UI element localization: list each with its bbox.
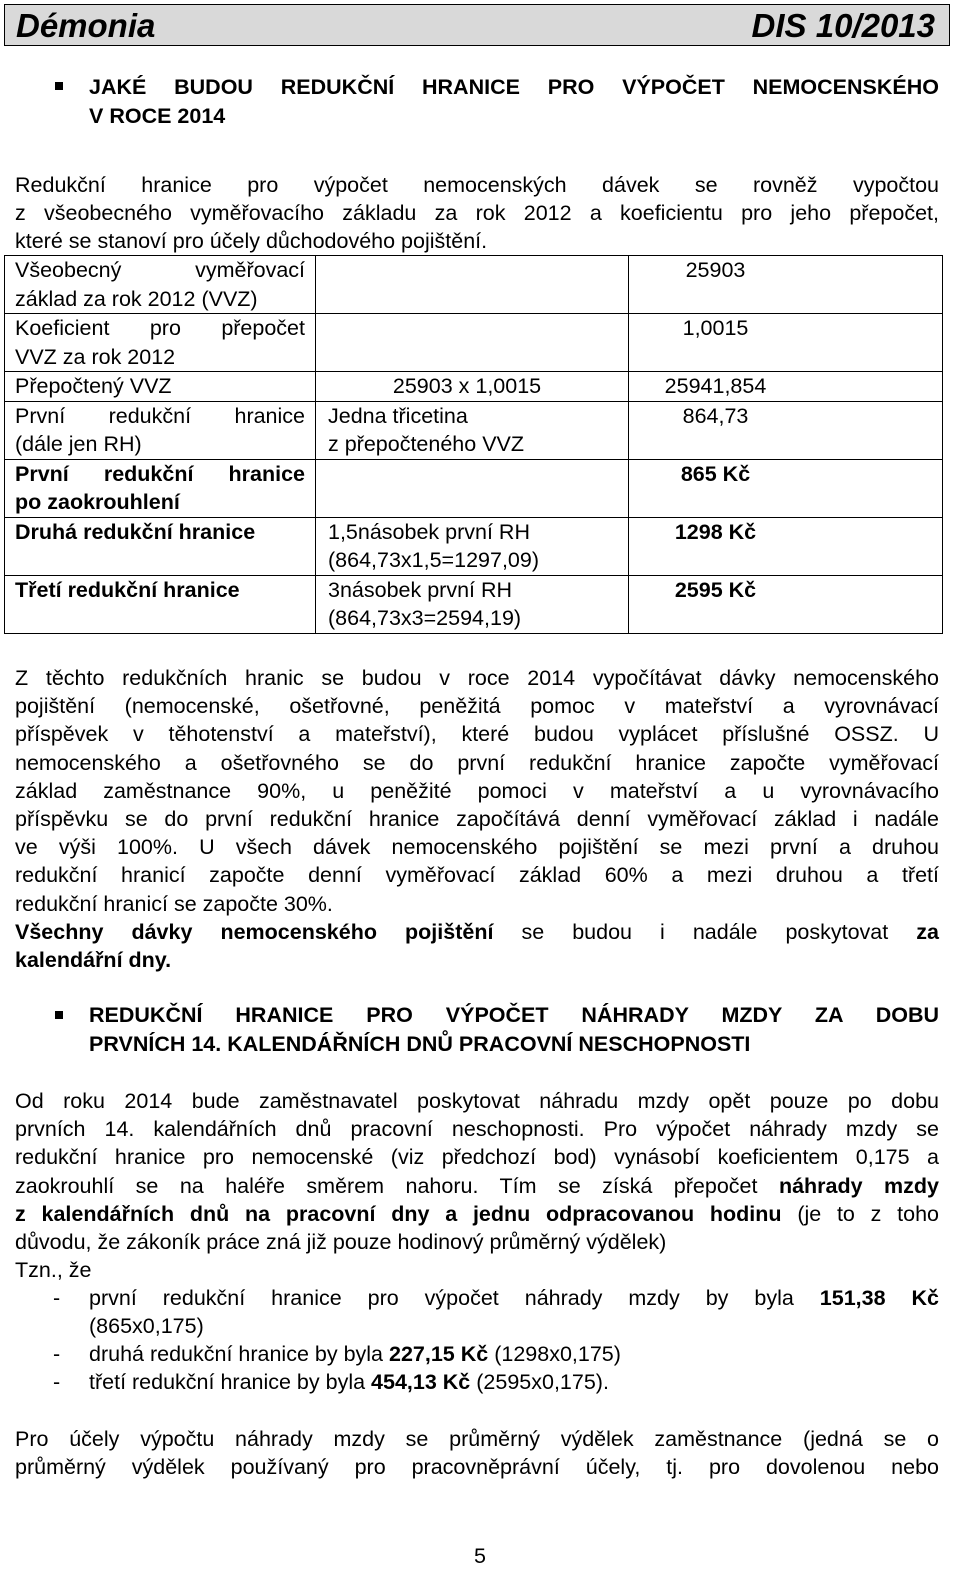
heading-line: PRVNÍCH 14. KALENDÁŘNÍCH DNŮ PRACOVNÍ NESCHOPNOSTI — [89, 1031, 751, 1056]
cell-text: 3násobek první RH — [328, 577, 513, 602]
text-line: redukční hranicí se započte 30%. — [15, 891, 333, 916]
cell-value: 1298 Kč — [629, 517, 943, 575]
bold-text: 151,38 Kč — [819, 1286, 939, 1310]
text-line: základ zaměstnance 90%, u peněžité pomoci v mateřství a u vyrovnávacího — [15, 778, 939, 803]
cell-text: (864,73x3=2594,19) — [328, 606, 522, 630]
cell-value: 1,0015 — [629, 314, 943, 372]
page-number: 5 — [474, 1544, 486, 1568]
section-heading-2 — [89, 1001, 939, 1058]
table-row — [5, 575, 943, 633]
text-run: první redukční hranice pro výpočet náhrady mzdy by byla — [89, 1286, 794, 1310]
cell-text: Přepočtený VVZ — [5, 372, 316, 402]
benefits-paragraph — [15, 664, 939, 974]
text-line: Od roku 2014 bude zaměstnavatel poskytovat náhradu mzdy opět pouze po dobu — [15, 1089, 939, 1113]
text-run: druhá redukční hranice by byla — [89, 1342, 384, 1366]
page-header — [4, 4, 950, 46]
header-title: Démonia — [16, 7, 156, 44]
cell-value: 864,73 — [629, 401, 943, 459]
text-line: z všeobecného vyměřovacího základu za rok 2012 a koeficientu pro jeho přepočet, — [15, 201, 939, 226]
text-line: kalendářní dny. — [15, 948, 172, 973]
dash-marker: - — [53, 1342, 61, 1366]
text-line: které se stanoví pro účely důchodového pojištění. — [15, 229, 488, 254]
cell-text: (864,73x1,5=1297,09) — [328, 548, 539, 572]
text-run: (2595x0,175). — [476, 1370, 609, 1394]
text-line: redukční hranicí započte denní vyměřovací základ 60% a mezi druhou a třetí — [15, 863, 939, 888]
cell-value: 2595 Kč — [629, 575, 943, 633]
section-heading-1 — [89, 73, 939, 130]
text-line: důvodu, že zákoník práce zná již pouze hodinový průměrný výdělek) — [15, 1230, 667, 1255]
wage-compensation-paragraph — [15, 1087, 939, 1284]
cell-text: po zaokrouhlení — [15, 490, 180, 514]
cell-value: 865 Kč — [629, 459, 943, 517]
text-line — [15, 1200, 939, 1228]
text-line: Pro účely výpočtu náhrady mzdy se průměrný výdělek zaměstnance (jedná se o — [15, 1427, 939, 1451]
cell-text: 25903 x 1,0015 — [316, 372, 629, 402]
cell-text: VVZ za rok 2012 — [15, 344, 176, 369]
text-run: zaokrouhlí se na haléře směrem nahoru. Tím se získá přepočet — [15, 1173, 758, 1198]
text-run: (je to z toho — [797, 1201, 939, 1226]
text-line: redukční hranice pro nemocenské (viz předchozí bod) vynásobí koeficientem 0,175 a — [15, 1145, 939, 1170]
header-issue: DIS 10/2013 — [751, 7, 935, 44]
text-line: ve výši 100%. U všech dávek nemocenského pojištění se mezi první a druhou — [15, 835, 939, 860]
table-row — [5, 314, 943, 372]
cell-text: základ za rok 2012 (VVZ) — [15, 286, 258, 311]
text-run: (1298x0,175) — [494, 1342, 621, 1366]
list-item — [15, 1368, 939, 1397]
text-run: se budou i nadále poskytovat — [521, 919, 889, 944]
cell-text: Jedna třicetina — [328, 403, 468, 428]
table-row — [5, 517, 943, 575]
text-line: Z těchto redukčních hranic se budou v roce 2014 vypočítávat dávky nemocenského — [15, 666, 939, 690]
bullet-square-icon — [55, 82, 63, 90]
text-line: příspěvku se do první redukční hranice započítává denní vyměřovací základ i nadále — [15, 807, 939, 832]
text-line: příspěvek v těhotenství a mateřství), které budou vyplácet příslušné OSSZ. U — [15, 722, 939, 747]
cell-text: Všeobecný vyměřovací — [15, 258, 305, 282]
text-line — [15, 1172, 939, 1200]
bold-text: 454,13 Kč — [371, 1370, 471, 1394]
table-row — [5, 256, 943, 314]
cell-text: z přepočteného VVZ — [328, 432, 525, 456]
heading-line: V ROCE 2014 — [89, 103, 226, 128]
cell-text: Třetí redukční hranice — [5, 575, 316, 633]
list-item — [15, 1340, 939, 1369]
bold-text: 227,15 Kč — [389, 1342, 489, 1366]
text-line: Redukční hranice pro výpočet nemocenských dávek se rovněž vypočtou — [15, 173, 939, 197]
table-row — [5, 372, 943, 402]
cell-value: 25941,854 — [629, 372, 943, 402]
cell-text: První redukční hranice — [15, 461, 305, 486]
cell-value: 25903 — [629, 256, 943, 314]
bold-text: náhrady mzdy — [778, 1173, 939, 1198]
dash-marker: - — [53, 1370, 61, 1394]
reduction-limits-table — [4, 255, 943, 634]
text-line — [15, 918, 939, 946]
cell-text: (dále jen RH) — [15, 432, 142, 456]
bullet-square-icon — [55, 1011, 63, 1019]
bold-text: za — [916, 919, 939, 944]
text-run: třetí redukční hranice by byla — [89, 1370, 366, 1394]
dash-marker: - — [53, 1286, 61, 1310]
text-line: nemocenského a ošetřovného se do první redukční hranice započte vyměřovací — [15, 750, 939, 775]
text-line: průměrný výdělek používaný pro pracovněprávní účely, tj. pro dovolenou nebo — [15, 1455, 939, 1480]
table-row — [5, 401, 943, 459]
heading-line: REDUKČNÍ HRANICE PRO VÝPOČET NÁHRADY MZDY ZA DOBU — [89, 1003, 939, 1027]
intro-paragraph — [15, 171, 939, 256]
cell-text: První redukční hranice — [15, 403, 305, 428]
cell-text: 1,5násobek první RH — [328, 519, 530, 544]
text-line: Tzn., že — [15, 1258, 92, 1283]
bold-text: z kalendářních dnů na pracovní dny a jednu odpracovanou hodinu — [15, 1201, 782, 1226]
text-line: prvních 14. kalendářních dnů pracovní neschopnosti. Pro výpočet náhrady mzdy se — [15, 1117, 939, 1142]
cell-text: Koeficient pro přepočet — [15, 316, 305, 340]
heading-line: JAKÉ BUDOU REDUKČNÍ HRANICE PRO VÝPOČET NEMOCENSKÉHO — [89, 75, 939, 99]
average-earnings-paragraph — [15, 1425, 939, 1481]
cell-text: Druhá redukční hranice — [5, 517, 316, 575]
text-line: pojištění (nemocenské, ošetřovné, peněžitá pomoc v mateřství a vyrovnávací — [15, 694, 939, 719]
bold-text: Všechny dávky nemocenského pojištění — [15, 919, 494, 944]
table-row — [5, 459, 943, 517]
text-line — [89, 1284, 939, 1312]
list-item — [15, 1284, 939, 1341]
text-run: (865x0,175) — [89, 1314, 204, 1339]
